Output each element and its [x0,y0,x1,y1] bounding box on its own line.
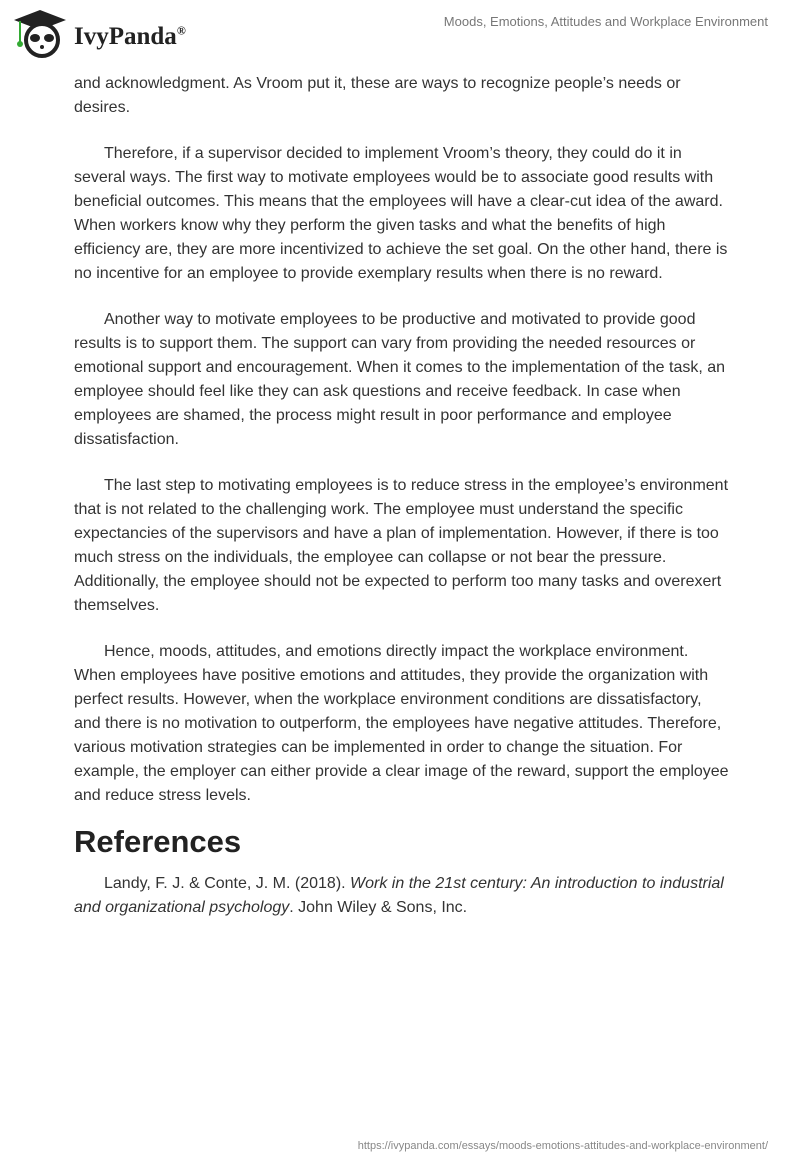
reference-title: Work in the 21st century: An introduction to industrial and organizational psychology [74,875,724,916]
paragraph: Hence, moods, attitudes, and emotions directly impact the workplace environment. When employees have positive emotions and attitudes, they provide the organization with perfect results. However, when the workplace environment conditions are dissatisfactory, and there is no motivation to outperform, the employees have negative attitudes. Therefore, various motivation strategies can be implemented in order to change the situation. For example, the employer can either provide a clear image of the reward, support the employee and reduce stress levels. [74,643,729,804]
reference-item [74,872,730,920]
reference-publisher: . John Wiley & Sons, Inc. [289,899,468,916]
source-url[interactable]: https://ivypanda.com/essays/moods-emotions-attitudes-and-workplace-environment/ [357,1140,768,1152]
logo-text: IvyPanda [74,23,177,50]
essay-body [74,72,730,942]
registered-mark: ® [176,23,186,38]
page-header [0,0,800,60]
paragraph: Therefore, if a supervisor decided to implement Vroom’s theory, they could do it in several ways. The first way to motivate employees would be to associate good results with beneficial outcomes. This means that the employees will have a clear-cut idea of the award. When workers know why they perform the given tasks and what the benefits of high efficiency are, they are more incentivized to achieve the set goal. On the other hand, there is no incentive for an employee to provide exemplary results when there is no reward. [74,145,728,282]
reference-authors: Landy, F. J. & Conte, J. M. (2018). [104,875,351,892]
document-title: Moods, Emotions, Attitudes and Workplace Environment [443,14,768,29]
references-heading: References [74,824,242,859]
ivypanda-logo[interactable] [12,8,186,58]
paragraph: Another way to motivate employees to be productive and motivated to provide good results is to support them. The support can vary from providing the needed resources or emotional support and encouragement. When it comes to the implementation of the task, an employee should feel like they can ask questions and receive feedback. In case when employees are shamed, the process might result in poor performance and employee dissatisfaction. [74,311,726,448]
panda-mascot-icon [12,8,68,58]
paragraph: The last step to motivating employees is to reduce stress in the employee’s environment that is not related to the challenging work. The employee must understand the specific expectancies of the supervisors and have a plan of implementation. However, if there is too much stress on the individuals, the employee can collapse or not bear the pressure. Additionally, the employee should not be expected to perform too many tasks and overexert themselves. [74,477,729,614]
paragraph: and acknowledgment. As Vroom put it, these are ways to recognize people’s needs or desires. [74,75,681,116]
